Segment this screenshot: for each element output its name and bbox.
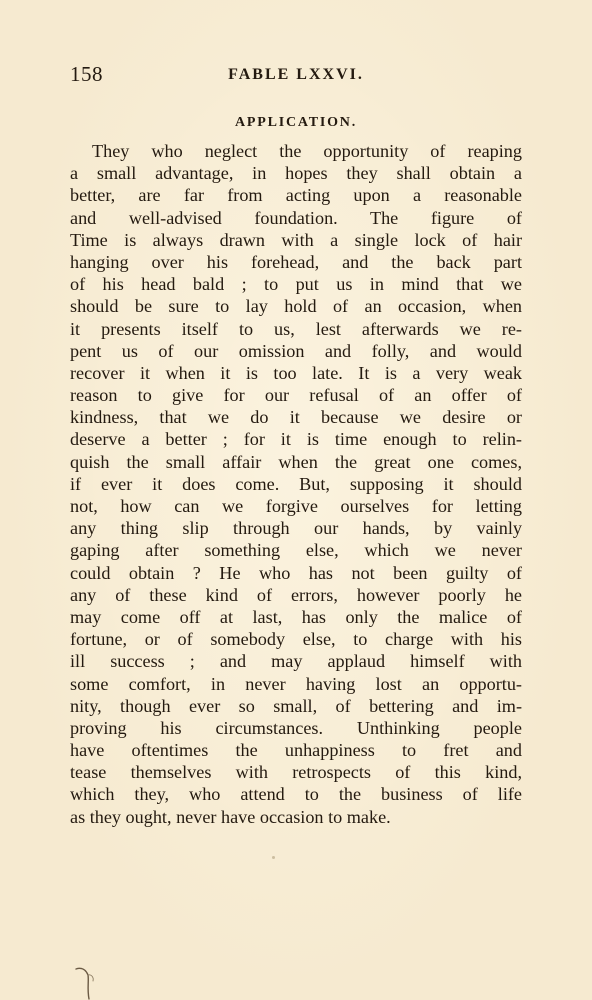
text-line: Time is always drawn with a single lock of hair xyxy=(70,229,522,250)
page-header xyxy=(70,62,522,92)
text-line: better, are far from acting upon a reasonable xyxy=(70,185,522,206)
running-head: FABLE LXXVI. xyxy=(228,66,364,83)
text-line: not, how can we forgive ourselves for letting xyxy=(70,496,522,516)
text-line: proving his circumstances. Unthinking people xyxy=(70,717,522,738)
text-line: recover it when it is too late. It is a very weak xyxy=(70,362,522,383)
section-heading: APPLICATION. xyxy=(234,115,358,130)
text-line: may come off at last, has only the malice of xyxy=(70,606,522,627)
text-line: if ever it does come. But, supposing it should xyxy=(70,473,522,494)
pencil-mark-icon xyxy=(74,965,98,1000)
text-line: and well-advised foundation. The figure of xyxy=(70,207,522,228)
text-line: which they, who attend to the business of life xyxy=(70,784,522,805)
paper-fleck xyxy=(272,856,275,859)
text-line: it presents itself to us, lest afterwards we re- xyxy=(70,318,522,339)
text-line: nity, though ever so small, of bettering and im- xyxy=(70,695,522,716)
text-line: They who neglect the opportunity of reaping xyxy=(92,141,522,161)
text-line: any thing slip through our hands, by vainly xyxy=(70,518,522,539)
body-paragraph xyxy=(70,140,522,828)
text-line: ill success ; and may applaud himself with xyxy=(70,651,522,672)
text-line: tease themselves with retrospects of this kind, xyxy=(70,762,522,783)
text-line: fortune, or of somebody else, to charge with his xyxy=(70,629,522,650)
text-line: kindness, that we do it because we desire or xyxy=(70,407,522,428)
text-line: as they ought, never have occasion to make. xyxy=(70,806,391,827)
page-number: 158 xyxy=(70,62,103,86)
text-line: quish the small affair when the great one comes, xyxy=(70,451,522,472)
text-line: hanging over his forehead, and the back part xyxy=(70,251,522,272)
text-line: some comfort, in never having lost an opportu- xyxy=(70,673,522,694)
text-line: gaping after something else, which we never xyxy=(70,540,522,561)
text-line: pent us of our omission and folly, and would xyxy=(70,340,522,361)
text-line: a small advantage, in hopes they shall obtain a xyxy=(70,163,522,184)
text-line: have oftentimes the unhappiness to fret and xyxy=(70,740,522,761)
text-line: could obtain ? He who has not been guilty of xyxy=(70,562,522,583)
text-line: any of these kind of errors, however poorly he xyxy=(70,584,522,605)
text-line: of his head bald ; to put us in mind that we xyxy=(70,274,522,295)
text-line: deserve a better ; for it is time enough to relin- xyxy=(70,429,522,450)
text-line: should be sure to lay hold of an occasion, when xyxy=(70,296,522,317)
text-line: reason to give for our refusal of an offer of xyxy=(70,385,522,406)
